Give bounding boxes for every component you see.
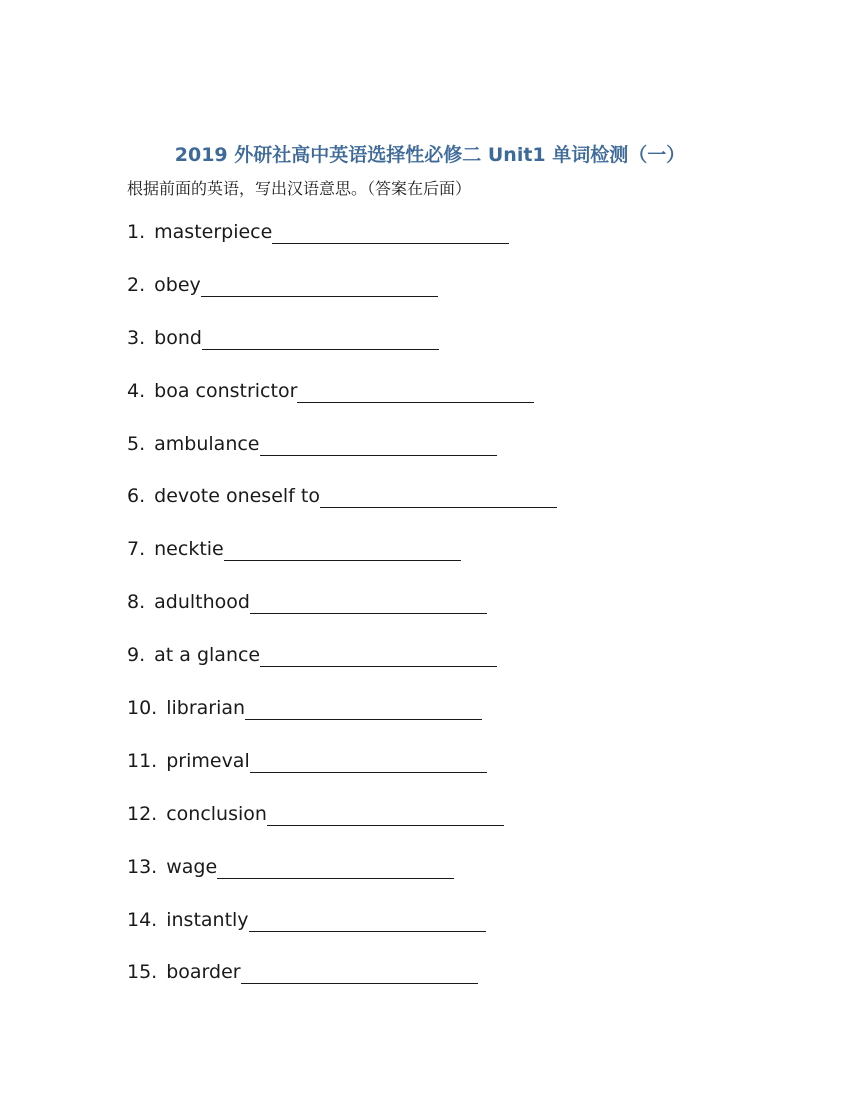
answer-blank[interactable]: [241, 961, 478, 984]
list-item: [127, 221, 557, 274]
answer-blank[interactable]: [272, 221, 509, 244]
item-number: 7.: [127, 538, 146, 561]
answer-blank[interactable]: [202, 327, 439, 350]
item-number: 8.: [127, 591, 146, 614]
page-title: 2019 外研社高中英语选择性必修二 Unit1 单词检测（一）: [174, 144, 686, 166]
list-item: [127, 538, 557, 591]
answer-blank[interactable]: [250, 750, 487, 773]
list-item: [127, 485, 557, 538]
item-word: bond: [154, 326, 202, 349]
answer-blank[interactable]: [320, 485, 557, 508]
item-number: 4.: [127, 379, 146, 402]
answer-blank[interactable]: [249, 909, 486, 932]
list-item: [127, 961, 557, 1014]
list-item: [127, 697, 557, 750]
item-number: 6.: [127, 485, 146, 508]
item-number: 1.: [127, 221, 146, 243]
answer-blank[interactable]: [267, 803, 504, 826]
list-item: [127, 327, 557, 380]
item-number: 14.: [127, 908, 158, 931]
item-word: wage: [166, 855, 218, 878]
list-item: [127, 274, 557, 327]
item-word: librarian: [166, 697, 246, 720]
list-item: [127, 644, 557, 697]
item-word: adulthood: [154, 591, 250, 614]
item-word: primeval: [166, 749, 250, 772]
item-number: 13.: [127, 855, 158, 878]
vocabulary-list: [127, 221, 557, 1014]
list-item: [127, 856, 557, 909]
answer-blank[interactable]: [217, 856, 454, 879]
list-item: [127, 909, 557, 962]
item-word: at a glance: [154, 644, 261, 667]
answer-blank[interactable]: [245, 697, 482, 720]
item-number: 12.: [127, 802, 158, 825]
item-number: 10.: [127, 697, 158, 720]
item-number: 5.: [127, 432, 146, 455]
answer-blank[interactable]: [297, 380, 534, 403]
item-word: conclusion: [166, 802, 267, 825]
list-item: [127, 591, 557, 644]
answer-blank[interactable]: [260, 644, 497, 667]
list-item: [127, 380, 557, 433]
answer-blank[interactable]: [201, 274, 438, 297]
item-word: instantly: [166, 908, 249, 931]
instruction-text: 根据前面的英语，写出汉语意思。（答案在后面）: [127, 179, 472, 198]
answer-blank[interactable]: [260, 433, 497, 456]
list-item: [127, 433, 557, 486]
item-word: devote oneself to: [154, 485, 320, 508]
answer-blank[interactable]: [224, 538, 461, 561]
item-number: 3.: [127, 326, 146, 349]
item-number: 15.: [127, 961, 158, 984]
item-word: necktie: [154, 538, 224, 561]
item-word: boarder: [166, 961, 241, 984]
item-number: 9.: [127, 644, 146, 667]
item-number: 2.: [127, 273, 146, 296]
item-word: obey: [154, 273, 201, 296]
answer-blank[interactable]: [250, 591, 487, 614]
list-item: [127, 803, 557, 856]
item-number: 11.: [127, 749, 158, 772]
item-word: boa constrictor: [154, 379, 298, 402]
list-item: [127, 750, 557, 803]
item-word: masterpiece: [154, 221, 273, 243]
item-word: ambulance: [154, 432, 260, 455]
